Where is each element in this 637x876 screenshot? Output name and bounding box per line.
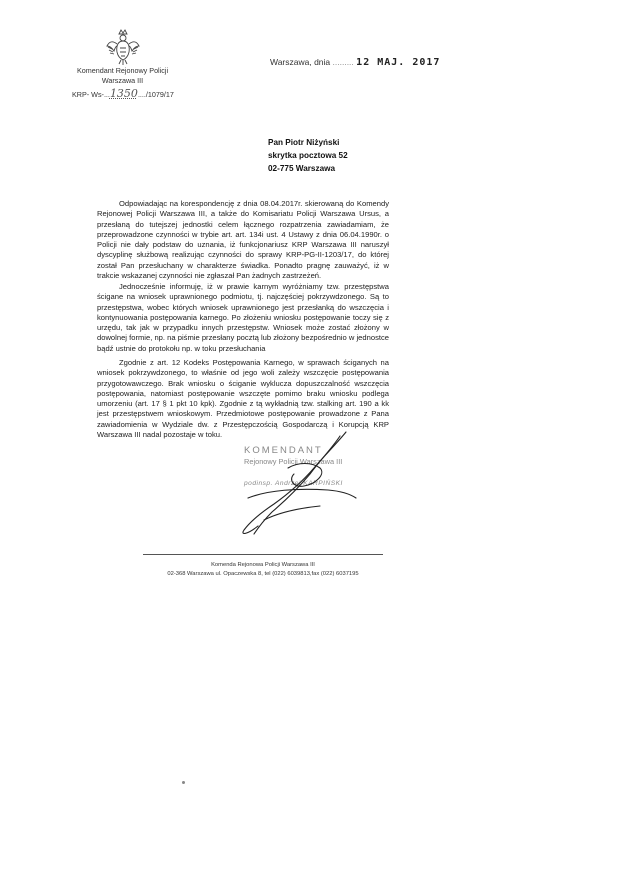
issuer-line-2: Warszawa III (101, 76, 144, 85)
signature-title: KOMENDANT (244, 445, 323, 456)
addressee-line-3: 02-775 Warszawa (268, 164, 336, 173)
footer-line-2: 02-368 Warszawa ul. Opaczewska 8, tel (022) 6039813,fax (022) 6037195 (167, 571, 359, 577)
addressee-line-2: skrytka pocztowa 52 (268, 151, 348, 160)
ref-suffix: ..../1079/17 (137, 90, 174, 99)
issuer-block (50, 66, 195, 86)
date-prefix: Warszawa, dnia (270, 57, 331, 67)
footer-divider (143, 554, 383, 555)
reference-number (72, 87, 174, 100)
scan-speck (182, 781, 185, 784)
addressee-block (268, 136, 348, 175)
footer (143, 561, 383, 579)
body-paragraph-1: Odpowiadając na korespondencję z dnia 08.04.2017r. skierowaną do Komendy Rejonowej Policji Warszawa III, a także do Komisariatu Policji Warszawa Ursus, a przesłaną do tutejszej jednostki celem łącznego rozpatrzenia zawiadamiam, że przeprowadzone czynności w trybie art. art. 134i ust. 4 Ustawy z dnia 06.04.1990r. o Policji nie dały podstaw do uznania, iż funkcjonariusz KRP Warszawa III naruszył dyscyplinę służbową realizując czynności do sprawy KRP-PG-II-1203/17, do której został Pan przesłuchany w charakterze świadka. Ponadto pragnę zauważyć, iż w trakcie wskazanej czynności nie zgłaszał Pan żadnych zastrzeżeń. (97, 199, 389, 281)
polish-eagle-emblem-icon (106, 28, 140, 66)
ref-number-handwritten: 1350 (109, 87, 138, 100)
footer-line-1: Komenda Rejonowa Policji Warszawa III (211, 562, 315, 568)
issuer-line-1: Komendant Rejonowy Policji (76, 66, 169, 75)
signature-name: podinsp. Andrzej KARPIŃSKI (244, 480, 343, 487)
handwritten-signature-icon (228, 428, 368, 540)
body-paragraph-2: Jednocześnie informuję, iż w prawie karnym wyróżniamy tzw. przestępstwa ścigane na wniosek uprawnionego podmiotu, tj. najczęściej pokrzywdzonego. Są to przestępstwa, wobec których wniosek uprawnionego jest przesłanką do wszczęcia i kontynuowania postępowania karnego. Po złożeniu wniosku postępowanie toczy się z urzędu, tak jak w przypadku innych przestępstw. Wniosek może zostać złożony w dowolnej formie, np. na piśmie przesłany pocztą lub złożony bezpośrednio w jednostce bądź ustnie do protokołu np. w toku przesłuchania (97, 282, 389, 353)
date-stamp: 12 MAJ. 2017 (356, 57, 441, 68)
addressee-name: Pan Piotr Niżyński (268, 138, 340, 147)
ref-prefix: KRP- Ws-... (72, 90, 110, 99)
signature-subtitle: Rejonowy Policji Warszawa III (244, 457, 343, 466)
body-paragraph-3: Zgodnie z art. 12 Kodeks Postępowania Karnego, w sprawach ściganych na wniosek pokrzywdzonego, to właśnie od jego woli zależy wszczęcie postępowania przygotowawczego. Brak wniosku o ściganie wyklucza dopuszczalność wszczęcia postępowania, natomiast postępowanie wszczęte pomimo braku wniosku podlega umorzeniu (art. 17 § 1 pkt 10 kpk). Zgodnie z tą wykładnią tzw. stalking art. 190 a kk jest przestępstwem wnioskowym. Przedmiotowe postępowanie prowadzone z Pana zawiadomienia w Wydziale dw. z Przestępczością Gospodarczą i Korupcją KRP Warszawa III nadal pozostaje w toku. (97, 358, 389, 440)
date-line: Warszawa, dnia ......... 12 MAJ. 2017 (270, 57, 441, 68)
